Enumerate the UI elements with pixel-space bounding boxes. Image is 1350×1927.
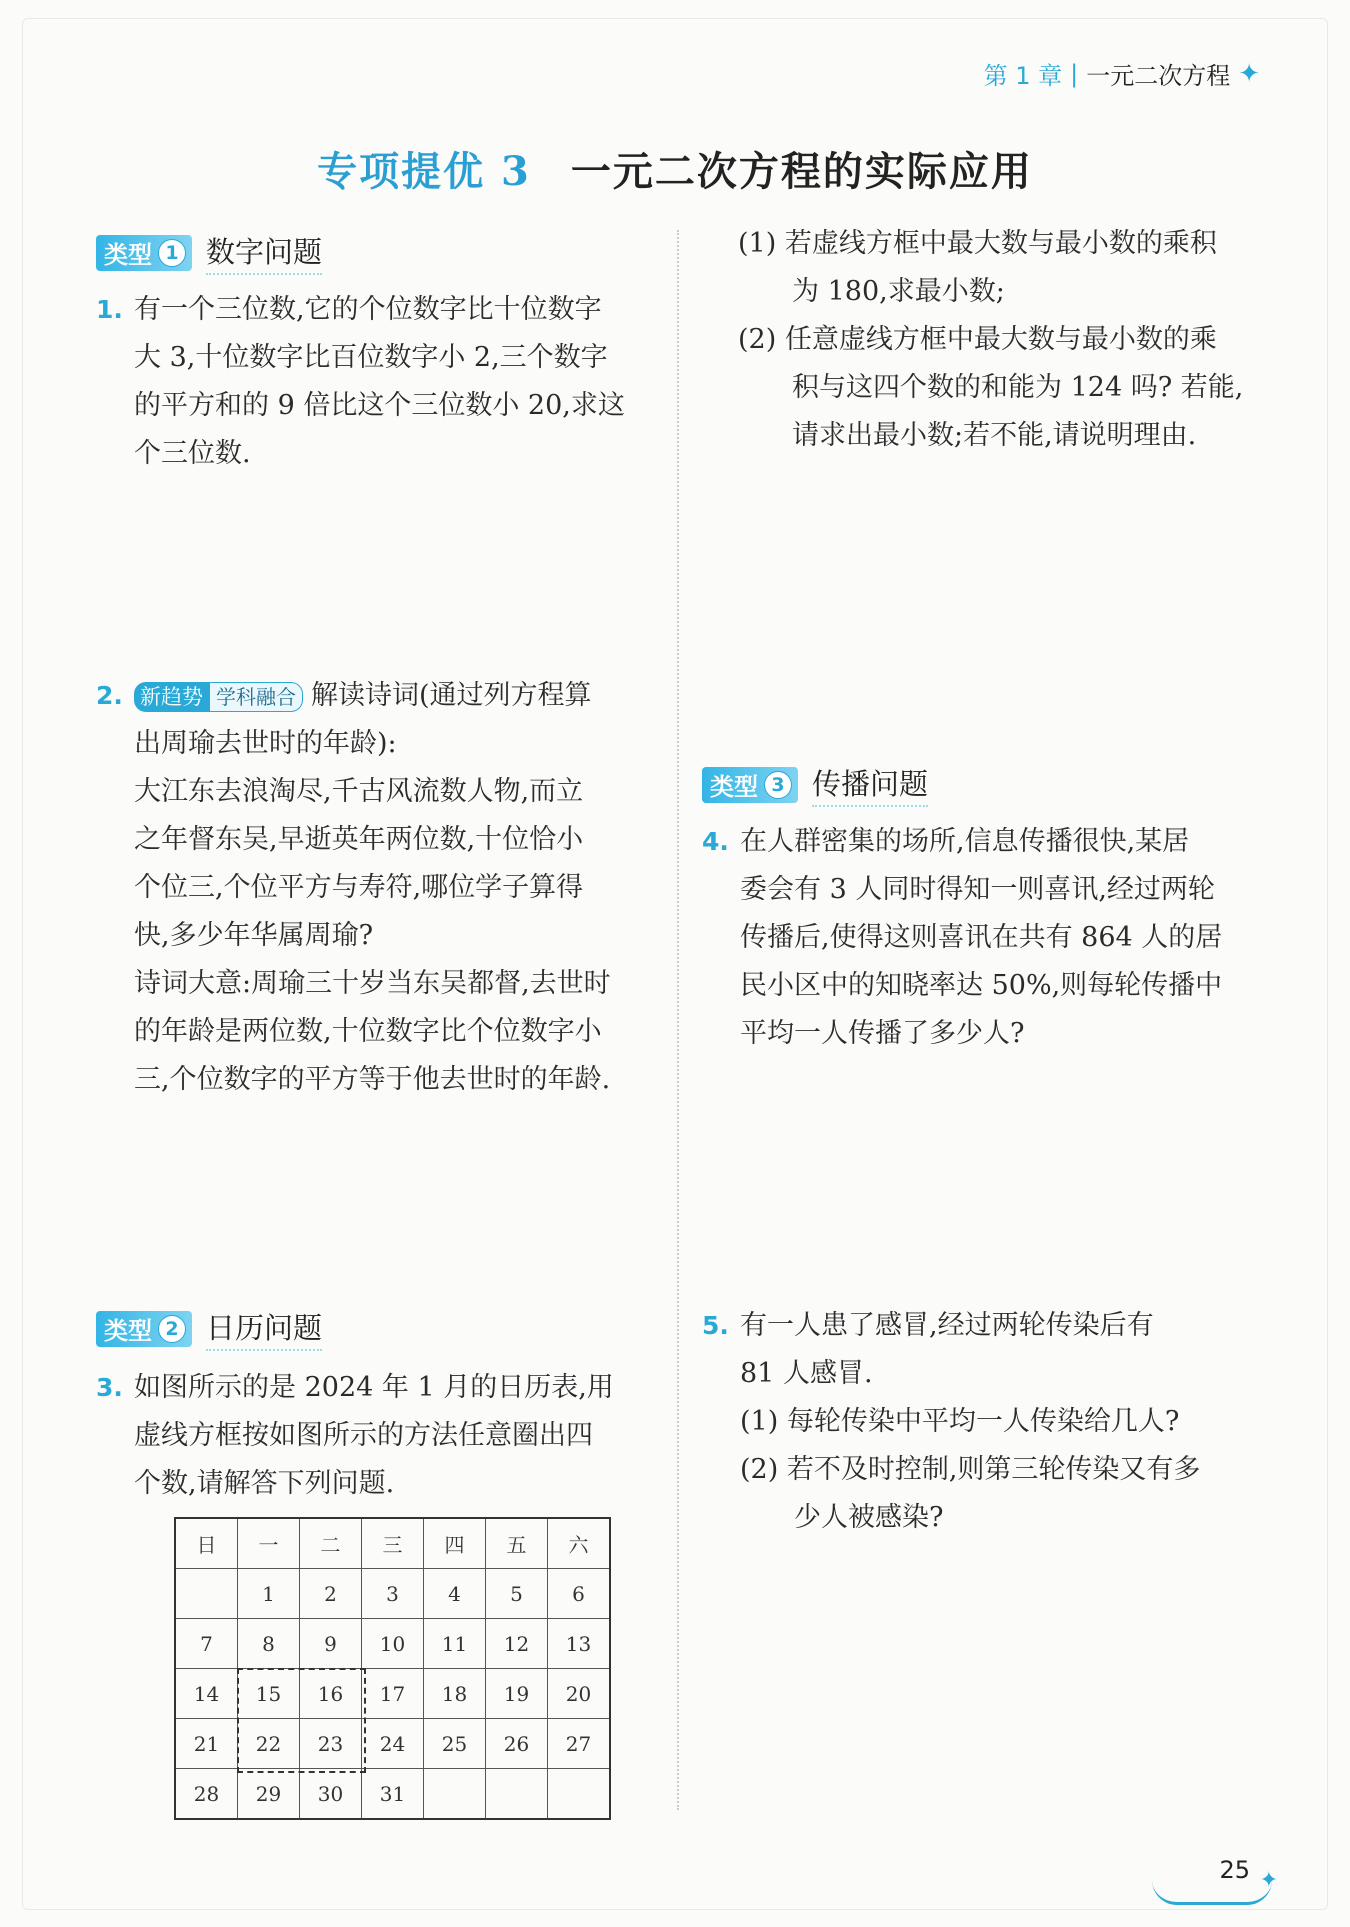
- sub-question-2: (2) 若不及时控制,则第三轮传染又有多: [740, 1454, 1201, 1485]
- title-text: 一元二次方程的实际应用: [570, 148, 1033, 195]
- subject-badge: 学科融合: [209, 682, 303, 712]
- weekday-header: 二: [300, 1518, 362, 1569]
- problem-text-line: 在人群密集的场所,信息传播很快,某居: [740, 826, 1190, 857]
- problem-text-line: 个三位数.: [134, 438, 251, 469]
- header-separator: |: [1070, 59, 1079, 88]
- problem-3-questions: [738, 220, 1243, 460]
- calendar-cell: 13: [548, 1619, 611, 1669]
- weekday-header: 六: [548, 1518, 611, 1569]
- calendar-cell: 7: [175, 1619, 238, 1669]
- sub-question-1: (1) 若虚线方框中最大数与最小数的乘积: [738, 228, 1217, 259]
- chapter-title: 一元二次方程: [1086, 62, 1231, 90]
- calendar-cell: [175, 1569, 238, 1619]
- problem-number: 5.: [702, 1311, 729, 1340]
- chapter-number: 第 1 章: [983, 62, 1063, 90]
- sub-question-1: (1) 每轮传染中平均一人传染给几人?: [740, 1406, 1180, 1437]
- problem-text-line: 的平方和的 9 倍比这个三位数小 20,求这: [134, 390, 625, 421]
- problem-text-line: 委会有 3 人同时得知一则喜讯,经过两轮: [740, 874, 1215, 905]
- calendar-cell: 11: [424, 1619, 486, 1669]
- type-badge: 类型 3: [702, 767, 798, 803]
- sub-question-2-cont: 少人被感染?: [794, 1502, 944, 1533]
- chapter-header: [984, 56, 1260, 91]
- calendar-table: [174, 1517, 611, 1820]
- calendar-row: [175, 1769, 610, 1820]
- problem-3: [96, 1364, 614, 1508]
- problem-text-line: 有一人患了感冒,经过两轮传染后有: [740, 1310, 1154, 1341]
- weekday-header: 一: [238, 1518, 300, 1569]
- calendar-cell: 21: [175, 1719, 238, 1769]
- calendar-cell: 12: [486, 1619, 548, 1669]
- type-badge: 类型 1: [96, 235, 192, 271]
- weekday-header: 日: [175, 1518, 238, 1569]
- calendar-cell: 27: [548, 1719, 611, 1769]
- section-title: 数字问题: [206, 230, 322, 275]
- problem-text-line: 出周瑜去世时的年龄):: [134, 728, 397, 759]
- calendar-cell: 28: [175, 1769, 238, 1820]
- sub-question-2: (2) 任意虚线方框中最大数与最小数的乘: [738, 324, 1217, 355]
- calendar-cell: 1: [238, 1569, 300, 1619]
- type-number: 2: [158, 1315, 186, 1343]
- section-title: 日历问题: [206, 1306, 322, 1351]
- problem-4: [702, 818, 1223, 1058]
- poem-line: 个位三,个位平方与寿符,哪位学子算得: [134, 872, 584, 903]
- calendar-cell: [424, 1769, 486, 1820]
- problem-2: [96, 672, 611, 1104]
- problem-text-line: 如图所示的是 2024 年 1 月的日历表,用: [134, 1372, 614, 1403]
- problem-number: 1.: [96, 295, 123, 324]
- calendar-cell: 16: [300, 1669, 362, 1719]
- problem-text-line: 大 3,十位数字比百位数字小 2,三个数字: [134, 342, 608, 373]
- problem-5: [702, 1302, 1201, 1542]
- calendar-cell: 4: [424, 1569, 486, 1619]
- calendar-row: [175, 1669, 610, 1719]
- sub-question-2-cont: 积与这四个数的和能为 124 吗? 若能,: [792, 372, 1244, 403]
- poem-meaning-line: 的年龄是两位数,十位数字比个位数字小: [134, 1016, 602, 1047]
- calendar-cell: 14: [175, 1669, 238, 1719]
- calendar-cell: 22: [238, 1719, 300, 1769]
- poem-meaning-line: 诗词大意:周瑜三十岁当东吴都督,去世时: [134, 968, 611, 999]
- calendar-cell: 2: [300, 1569, 362, 1619]
- calendar-cell: 29: [238, 1769, 300, 1820]
- type-number: 1: [158, 239, 186, 267]
- weekday-header: 五: [486, 1518, 548, 1569]
- page-title: [0, 140, 1350, 197]
- problem-text-line: 平均一人传播了多少人?: [740, 1018, 1025, 1049]
- section-title: 传播问题: [812, 762, 928, 807]
- sparkle-icon: ✦: [1238, 58, 1260, 89]
- problem-text-line: 解读诗词(通过列方程算: [311, 680, 592, 711]
- problem-number: 3.: [96, 1373, 123, 1402]
- column-divider: [677, 230, 679, 1810]
- calendar-cell: 6: [548, 1569, 611, 1619]
- calendar-cell: 8: [238, 1619, 300, 1669]
- weekday-header: 四: [424, 1518, 486, 1569]
- poem-meaning-line: 三,个位数字的平方等于他去世时的年龄.: [134, 1064, 611, 1095]
- page-number: 25: [1219, 1856, 1250, 1884]
- calendar-cell: 26: [486, 1719, 548, 1769]
- trend-badge: 新趋势: [134, 682, 209, 712]
- calendar-row: [175, 1719, 610, 1769]
- type-number: 3: [764, 771, 792, 799]
- poem-line: 快,多少年华属周瑜?: [134, 920, 374, 951]
- calendar-cell: 31: [362, 1769, 424, 1820]
- calendar-cell: 23: [300, 1719, 362, 1769]
- title-prefix: 专项提优 3: [317, 148, 531, 195]
- type-badge: 类型 2: [96, 1311, 192, 1347]
- calendar-cell: [486, 1769, 548, 1820]
- page-swoosh-decoration: [1152, 1880, 1272, 1905]
- calendar-cell: 5: [486, 1569, 548, 1619]
- calendar-cell: 20: [548, 1669, 611, 1719]
- calendar-cell: 9: [300, 1619, 362, 1669]
- calendar-cell: 3: [362, 1569, 424, 1619]
- calendar-cell: 24: [362, 1719, 424, 1769]
- calendar-cell: 30: [300, 1769, 362, 1820]
- section-type3: [702, 762, 928, 807]
- problem-text-line: 有一个三位数,它的个位数字比十位数字: [134, 294, 602, 325]
- problem-text-line: 81 人感冒.: [740, 1358, 873, 1389]
- section-type2: [96, 1306, 322, 1351]
- problem-number: 4.: [702, 827, 729, 856]
- calendar-cell: 17: [362, 1669, 424, 1719]
- problem-text-line: 虚线方框按如图所示的方法任意圈出四: [134, 1420, 593, 1451]
- calendar-cell: [548, 1769, 611, 1820]
- sub-question-2-cont: 请求出最小数;若不能,请说明理由.: [792, 420, 1197, 451]
- calendar-row: [175, 1619, 610, 1669]
- sub-question-1-cont: 为 180,求最小数;: [792, 276, 1005, 307]
- problem-1: [96, 286, 625, 478]
- calendar-cell: 18: [424, 1669, 486, 1719]
- sparkle-icon: ✦: [1259, 1868, 1278, 1893]
- poem-line: 大江东去浪淘尽,千古风流数人物,而立: [134, 776, 584, 807]
- weekday-header: 三: [362, 1518, 424, 1569]
- problem-text-line: 个数,请解答下列问题.: [134, 1468, 395, 1499]
- problem-text-line: 传播后,使得这则喜讯在共有 864 人的居: [740, 922, 1223, 953]
- poem-line: 之年督东吴,早逝英年两位数,十位恰小: [134, 824, 584, 855]
- calendar-cell: 19: [486, 1669, 548, 1719]
- calendar-cell: 25: [424, 1719, 486, 1769]
- problem-number: 2.: [96, 681, 123, 710]
- section-type1: [96, 230, 322, 275]
- calendar-cell: 15: [238, 1669, 300, 1719]
- calendar-cell: 10: [362, 1619, 424, 1669]
- calendar-row: [175, 1569, 610, 1619]
- calendar-header-row: [175, 1518, 610, 1569]
- problem-text-line: 民小区中的知晓率达 50%,则每轮传播中: [740, 970, 1223, 1001]
